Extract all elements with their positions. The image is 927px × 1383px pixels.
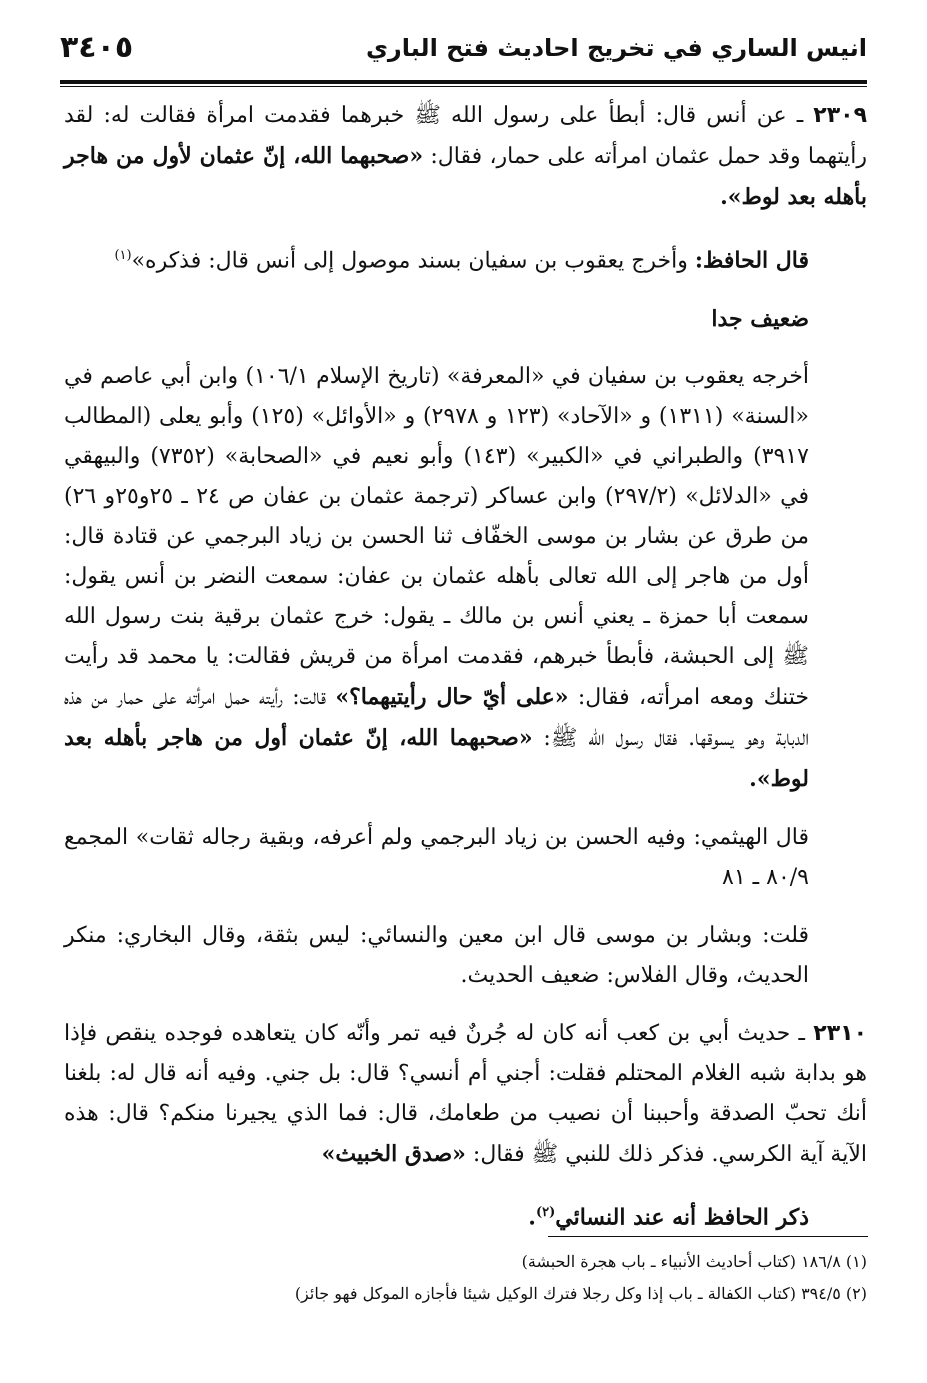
takhrij-text: أخرجه يعقوب بن سفيان في «المعرفة» (تاريخ الإسلام ١٠٦/١) وابن أبي عاصم في «السنة» (١٣١١) و «الآحاد» (١٢٣ و ٢٩٧٨) و «الأوائل» (١٢٥) وأبو يعلى (المطالب ٣٩١٧) والطبراني في «الكبير» (١٤٣) وأبو نعيم في «الصحابة» (٧٣٥٢) والبيهقي في «الدلائل» (٢٩٧/٢) وابن عساكر (ترجمة عثمان بن عفان ص ٢٤ ـ ٢٥و٢٥و ٢٦) من طرق عن بشار بن موسى الخفّاف ثنا الحسن بن زياد البرجمي عن قتادة قال: أول من هاجر إلى الله تعالى بأهله عثمان بن عفان: سمعت النضر بن أنس يقول: سمعت أبا حمزة ـ يعني أنس بن مالك ـ يقول: خرج عثمان برقية بنت رسول الله ﷺ إلى الحبشة، فأبطأ خبرهم، فقدمت امرأة من قريش فقالت: يا محمد قد رأيت ختنك ومعه امرأته، فقال:: [64, 364, 809, 711]
hadith-2309: [64, 96, 867, 218]
footnote-1: (١) ١٨٦/٨ (كتاب أحاديث الأنبياء ـ باب هجرة الحبشة): [521, 1252, 867, 1271]
qultu-paragraph: قلت: وبشار بن موسى قال ابن معين والنسائي: ليس بثقة، وقال البخاري: منكر الحديث، وقال الفلاس: ضعيف الحديث.: [64, 923, 809, 989]
period: .: [528, 1204, 536, 1231]
hadith-2310: [64, 1014, 867, 1175]
footnotes: [64, 1246, 867, 1310]
hadith-number: ٢٣١٠: [813, 1021, 867, 1047]
hadith-text: ـ حديث أبي بن كعب أنه كان له جُرنٌ فيه تمر وأنّه كان يتعاهده فوجده ينقص فإذا هو بدابة شبه الغلام المحتلم فقلت: أجني أم أنسي؟ قال: بل جني. وفيه أنه قال له: بلغنا أنك تحبّ الصدقة وأحببنا أن نصيب من طعامك، قال: فما الذي يجيرنا منكم؟ قال: هذه الآية آية الكرسي. فذكر ذلك للنبي ﷺ فقال:: [64, 1021, 867, 1168]
hafiz-text: وأخرج يعقوب بن سفيان بسند موصول إلى أنس قال: فذكره»: [131, 248, 695, 274]
haythami-paragraph: قال الهيثمي: وفيه الحسن بن زياد البرجمي ولم أعرفه، وبقية رجاله ثقات» المجمع ٨٠/٩ ـ ٨١: [64, 825, 809, 891]
takhrij-quote-2: «صحبهما الله، إنّ عثمان أول من هاجر بأهله بعد لوط».: [64, 725, 809, 793]
page-number: ٣٤٠٥: [60, 30, 134, 65]
footnote-ref: (٢): [535, 1205, 556, 1221]
header-rule: [60, 80, 867, 84]
hafiz-note: [64, 236, 867, 281]
hadith-quote: «صحبهما الله، إنّ عثمان لأول من هاجر بأهله بعد لوط».: [64, 143, 867, 210]
footnote-2: (٢) ٣٩٤/٥ (كتاب الكفالة ـ باب إذا وكل رجلا فترك الوكيل شيئا فأجازه الموكل فهو جائز): [294, 1284, 867, 1303]
takhrij-paragraph: [64, 357, 867, 800]
page-body: [64, 96, 867, 1256]
footnote-rule: [548, 1236, 868, 1237]
hafiz-note-2: [64, 1193, 867, 1237]
hadith-number: ٢٣٠٩: [813, 103, 867, 128]
header-rule-thin: [60, 86, 867, 87]
page-header: [60, 28, 867, 78]
takhrij-quote: «على أيّ حال رأيتيهما؟»: [335, 684, 569, 711]
hafiz-label: قال الحافظ:: [694, 247, 809, 274]
hadith-quote: «صدق الخبيث»: [321, 1141, 466, 1168]
hafiz-text: ذكر الحافظ أنه عند النسائي: [555, 1204, 809, 1231]
takhrij-text-mid: قالت: رأيته حمل امرأته على حمار من هذه الدبابة وهو يسوقها. فقال رسول الله ﷺ:: [64, 685, 809, 752]
running-title: انيس الساري في تخريج احاديث فتح الباري: [365, 34, 867, 62]
grade-label: ضعيف جدا: [711, 306, 809, 333]
footnote-ref: (١): [114, 248, 132, 263]
hadith-text: ـ عن أنس قال: أبطأ على رسول الله ﷺ خبرهما فقدمت امرأة فقالت له: لقد رأيتهما وقد حمل عثمان امرأته على حمار، فقال:: [64, 103, 867, 169]
